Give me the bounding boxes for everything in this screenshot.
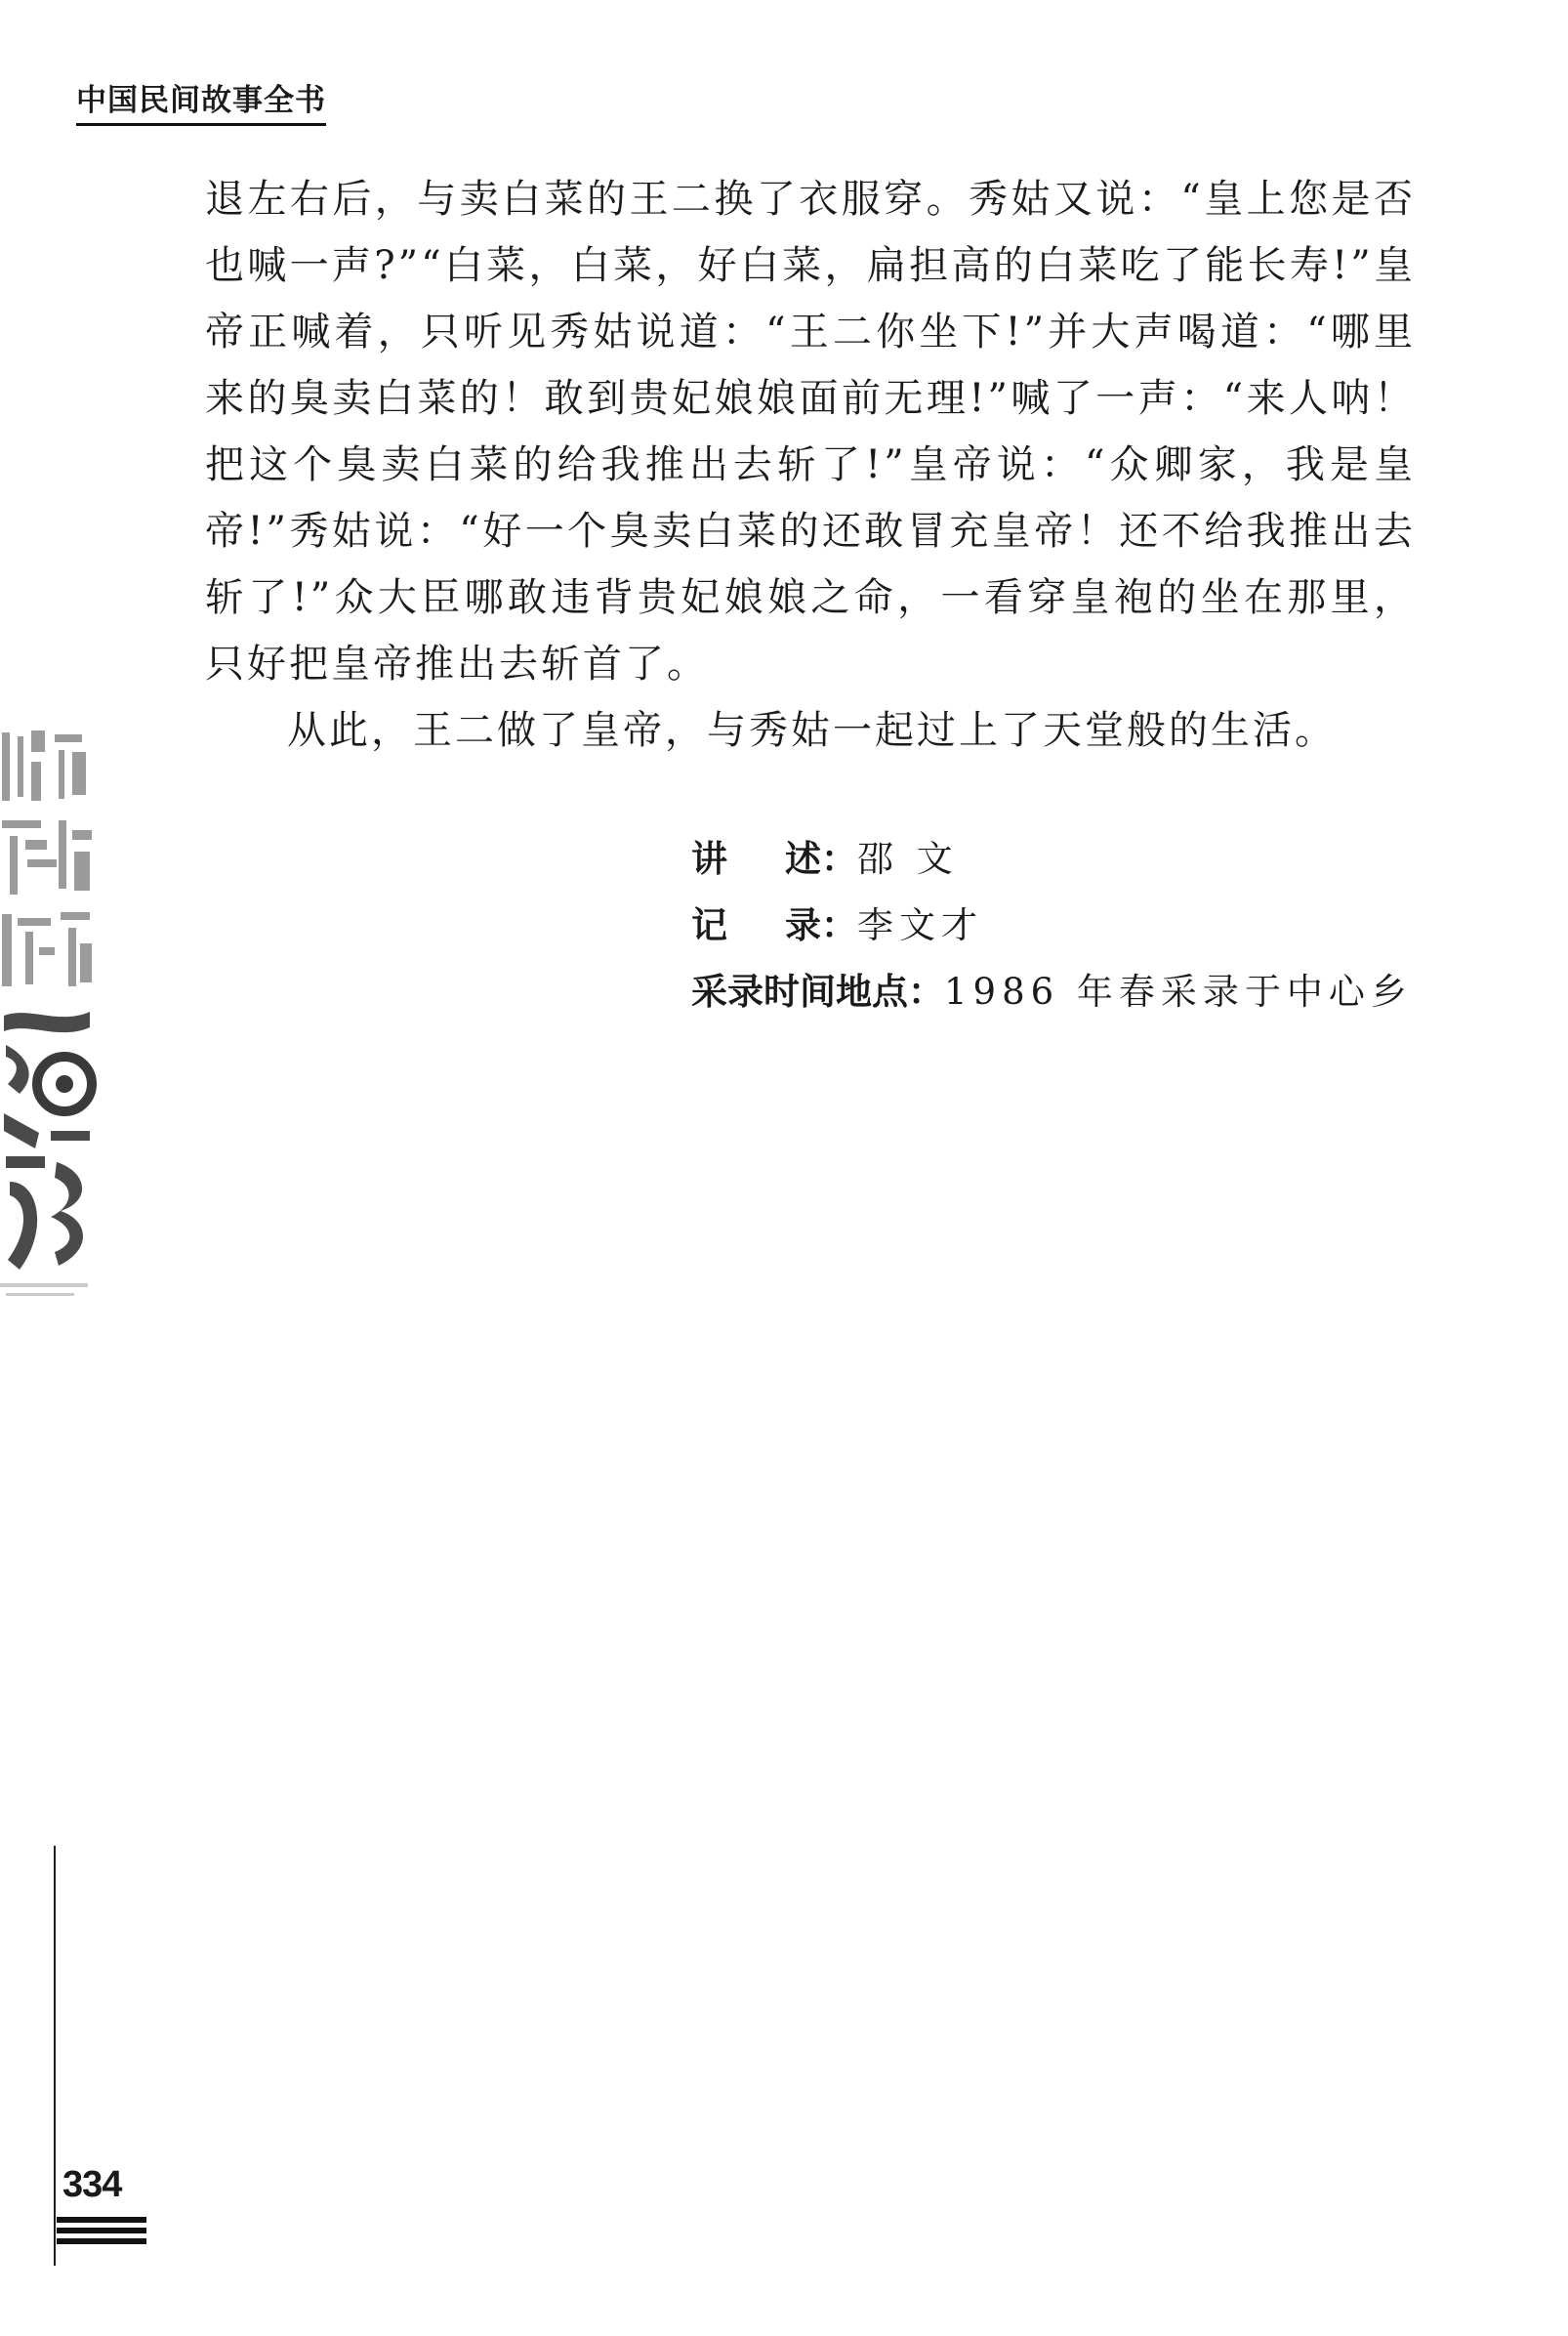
narrator-value: 邵 文 (857, 838, 959, 880)
time-place-label: 采录时间地点： (691, 971, 944, 1013)
page-number: 334 (62, 2164, 122, 2205)
story-paragraph-1: 退左右后，与卖白菜的王二换了衣服穿。秀姑又说：“皇上您是否也喊一声?”“白菜，白菜，好白菜，扁担高的白菜吃了能长寿!”皇帝正喊着，只听见秀姑说道：“王二你坐下!”并大声喝道：“哪里来的臭卖白菜的！敢到贵妃娘娘面前无理!”喊了一声：“来人呐！把这个臭卖白菜的给我推出去斩了!”皇帝说：“众卿家，我是皇帝!”秀姑说：“好一个臭卖白菜的还敢冒充皇帝！还不给我推出去斩了!”众大臣哪敢违背贵妃娘娘之命，一看穿皇袍的坐在那里，只好把皇帝推出去斩首了。 (205, 177, 1416, 687)
recorder-value: 李文才 (857, 904, 983, 946)
folio-bars (57, 2217, 146, 2249)
story-body (205, 166, 1416, 764)
narrator-row (691, 826, 1433, 893)
folio-bar-line (57, 2238, 146, 2244)
margin-rule (54, 1846, 56, 2266)
margin-ornament-icon (0, 723, 98, 1309)
folio-bar-line (57, 2228, 146, 2233)
folio-bar-line (57, 2217, 146, 2223)
recorder-row (691, 893, 1433, 959)
credits-block (691, 826, 1433, 1025)
time-place-row (691, 959, 1433, 1025)
recorder-label: 记 录： (691, 904, 857, 946)
running-header (76, 84, 326, 126)
story-paragraph-2: 从此，王二做了皇帝，与秀姑一起过上了天堂般的生活。 (287, 708, 1337, 753)
narrator-label: 讲 述： (691, 838, 857, 880)
book-title: 中国民间故事全书 (76, 83, 326, 118)
time-place-value: 1986 年春采录于中心乡 (944, 971, 1413, 1013)
